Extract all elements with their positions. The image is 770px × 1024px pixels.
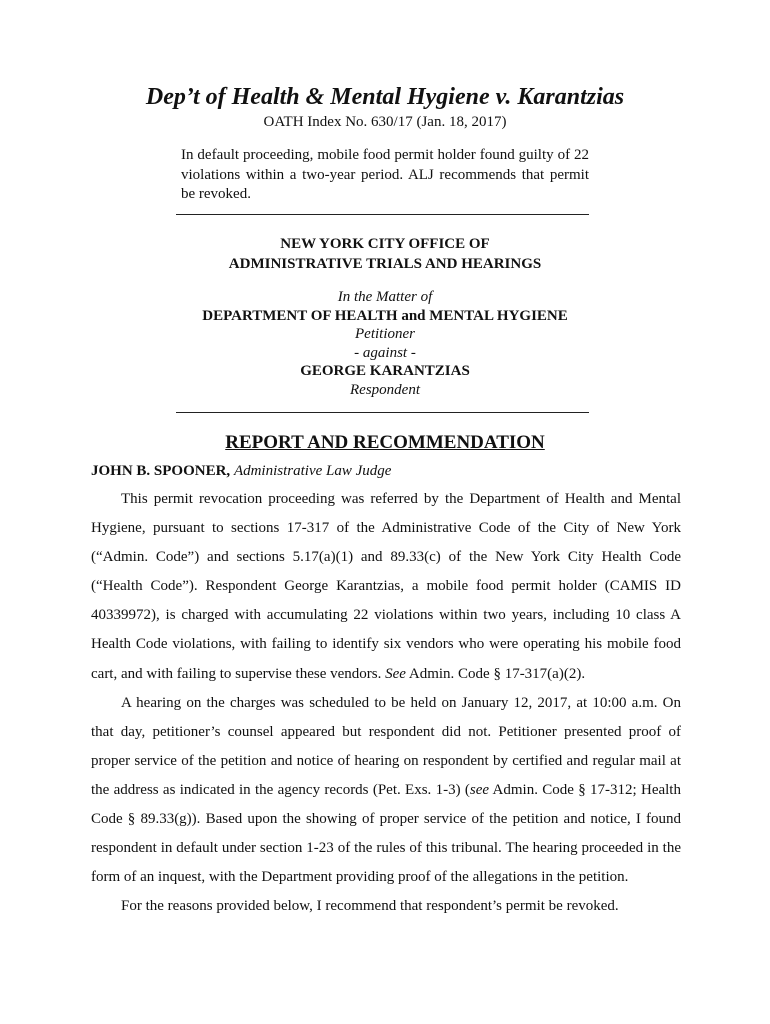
report-heading: REPORT AND RECOMMENDATION [225,432,545,453]
paragraph-1 [91,485,681,689]
divider-line [176,214,589,215]
divider-line [176,412,589,413]
citation-signal: see [469,781,490,798]
respondent-name: GEORGE KARANTZIAS [300,363,470,379]
paragraph-1-citation: Admin. Code § 17-317(a)(2). [408,665,586,682]
index-number: OATH Index No. 630/17 (Jan. 18, 2017) [263,114,507,130]
judge-title: Administrative Law Judge [233,463,392,479]
tribunal-name [0,235,770,274]
citation-signal: See [385,665,406,682]
case-caption [0,288,770,399]
case-title: Dep’t of Health & Mental Hygiene v. Karantzias [145,84,625,110]
paragraph-3: For the reasons provided below, I recommend that respondent’s permit be revoked. [121,898,619,915]
paragraph-2 [91,689,681,893]
tribunal-name-line-2: ADMINISTRATIVE TRIALS AND HEARINGS [228,255,542,272]
petitioner-label: Petitioner [355,326,415,342]
paragraph-1-text: This permit revocation proceeding was referred by the Department of Health and Mental Hygiene, pursuant to sections 17-317 of the Administrative Code of the City of New York (“Admin. Code”) and sections 5.17(a)(1) and 89.33(c) of the New York City Health Code (“Health Code”). Respondent George Karantzias, a mobile food permit holder (CAMIS ID 40339972), is charged with accumulating 22 violations within two years, including 10 class A Health Code violations, with failing to identify six vendors who were operating his mobile food cart, and with failing to supervise these vendors. [91,491,681,682]
judge-name: JOHN B. SPOONER, [91,463,231,479]
petitioner-name: DEPARTMENT OF HEALTH and MENTAL HYGIENE [202,307,568,324]
in-the-matter-of: In the Matter of [337,289,433,305]
case-summary: In default proceeding, mobile food permit holder found guilty of 22 violations within a two-year period. ALJ recommends that permit be revoked. [181,147,589,202]
against-label: - against - [354,344,416,361]
tribunal-name-line-1: NEW YORK CITY OFFICE OF [280,236,490,252]
paragraph-2-text: A hearing on the charges was scheduled to be held on January 12, 2017, at 10:00 a.m. On that day, petitioner’s counsel appeared but respondent did not. Petitioner presented proof of proper service of the petition and notice of hearing on respondent by certified and regular mail at the address as indicated in the agency records (Pet. Exs. 1-3) ( [91,694,681,798]
respondent-label: Respondent [350,381,420,398]
judge-line [91,463,391,480]
paragraph-2-text-cont: Admin. Code § 17-312; Health Code § 89.33(g)). Based upon the showing of proper service of the petition and notice, I found respondent in default under section 1-23 of the rules of this tribunal. The hearing proceeded in the form of an inquest, with the Department providing proof of the allegations in the petition. [91,781,681,886]
report-body [91,485,681,921]
